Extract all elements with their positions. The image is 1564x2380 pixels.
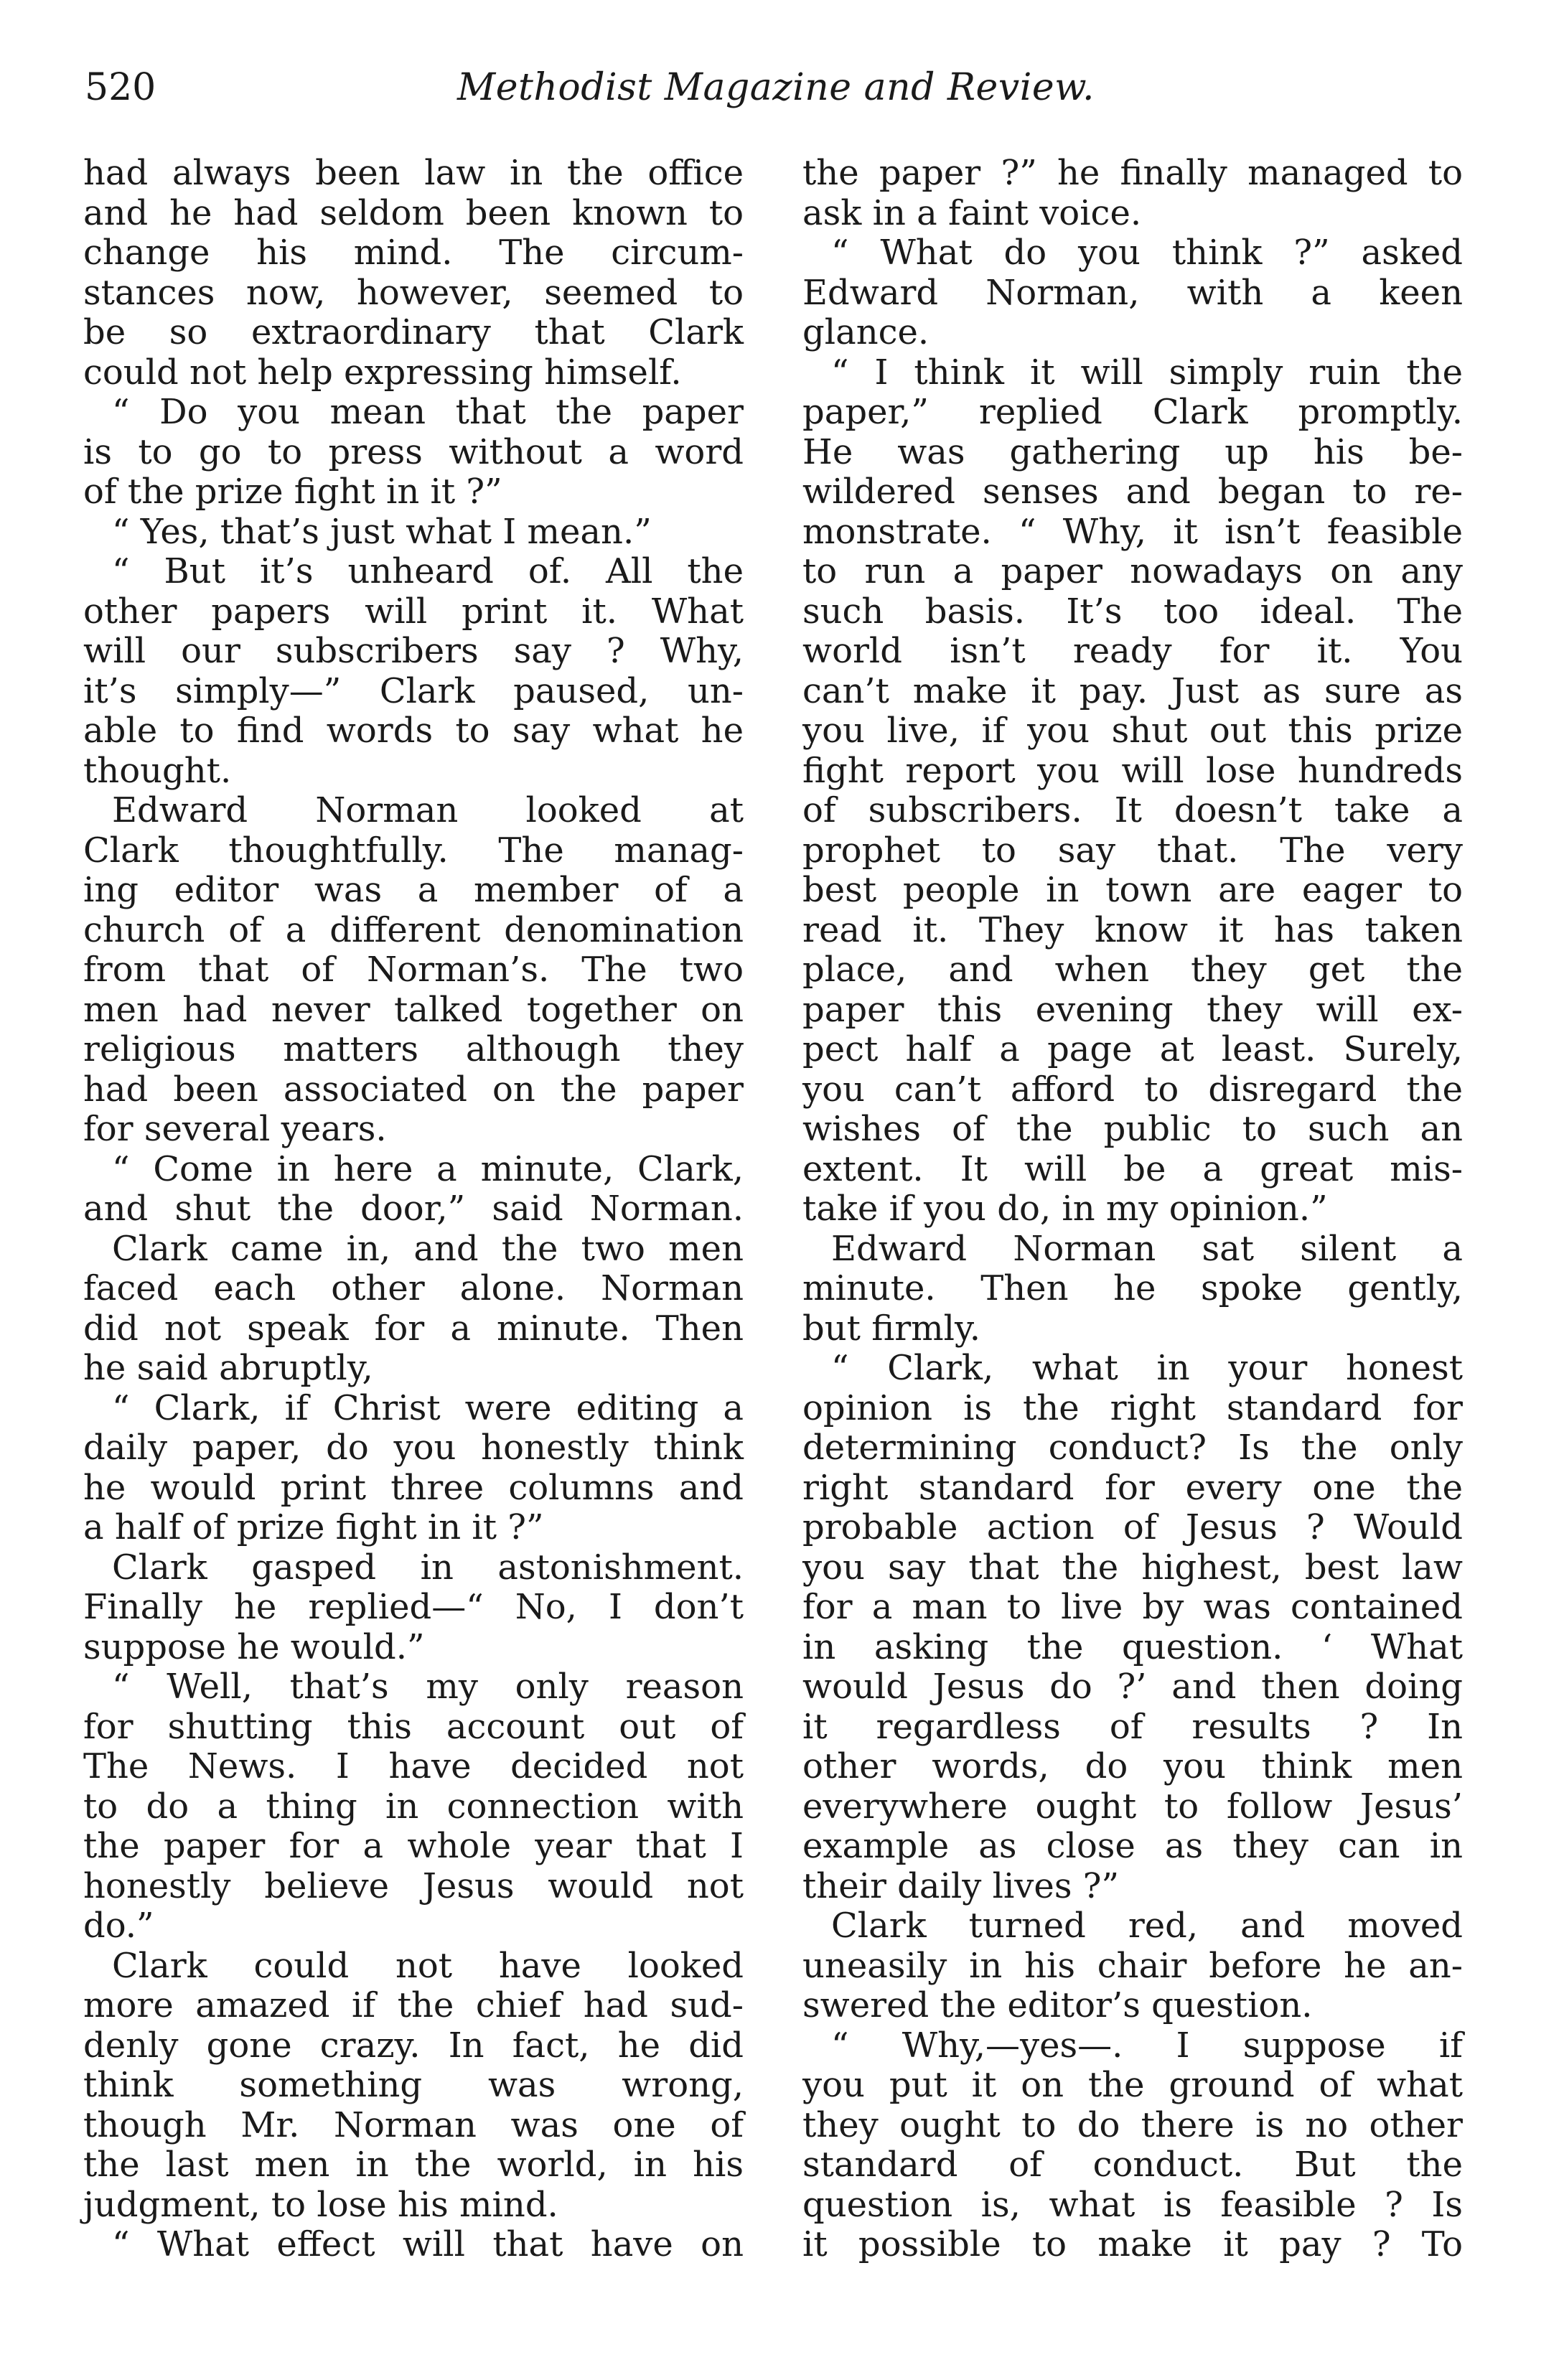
text-line: able to find words to say what he [83, 711, 744, 751]
text-line: example as close as they can in [802, 1826, 1463, 1866]
running-head [85, 59, 1467, 116]
text-line: glance. [802, 312, 929, 352]
text-line: will our subscribers say ? Why, [83, 631, 744, 671]
journal-title: Methodist Magazine and Review. [457, 66, 1095, 109]
text-line: he would print three columns and [83, 1467, 744, 1508]
left-column [83, 154, 744, 2265]
text-line: Clark came in, and the two men [112, 1228, 744, 1269]
text-line: a half of prize fight in it ?” [83, 1507, 544, 1547]
text-line: “ Clark, if Christ were editing a [112, 1387, 744, 1428]
text-line: Finally he replied—“ No, I don’t [83, 1587, 744, 1627]
text-line: it regardless of results ? In [802, 1706, 1463, 1747]
text-line: determining conduct? Is the only [802, 1428, 1463, 1468]
text-line: world isn’t ready for it. You [802, 631, 1463, 671]
text-line: think something was wrong, [83, 2065, 744, 2105]
text-line: “ Come in here a minute, Clark, [112, 1148, 744, 1189]
text-line: “ Do you mean that the paper [112, 392, 744, 432]
text-line: to do a thing in connection with [83, 1786, 744, 1827]
text-line: “ Yes, that’s just what I mean.” [112, 511, 652, 552]
text-line: you live, if you shut out this prize [802, 711, 1463, 751]
text-line: Edward Norman, with a keen [802, 272, 1463, 313]
text-line: extent. It will be a great mis- [802, 1148, 1463, 1189]
text-line: paper this evening they will ex- [802, 989, 1463, 1030]
text-line: other papers will print it. What [83, 591, 744, 632]
text-line: He was gathering up his be- [802, 431, 1463, 472]
text-line: for shutting this account out of [83, 1706, 744, 1747]
text-line: place, and when they get the [802, 950, 1463, 990]
text-line: and he had seldom been known to [83, 192, 744, 233]
text-line: did not speak for a minute. Then [83, 1308, 744, 1349]
text-line: be so extraordinary that Clark [83, 312, 744, 352]
text-line: their daily lives ?” [802, 1865, 1119, 1906]
text-line: had been associated on the paper [83, 1069, 744, 1110]
text-line: do.” [83, 1906, 154, 1946]
text-line: denly gone crazy. In fact, he did [83, 2025, 744, 2066]
text-line: the paper ?” he finally managed to [802, 153, 1463, 193]
text-line: of the prize fight in it ?” [83, 472, 502, 512]
text-line: can’t make it pay. Just as sure as [802, 670, 1463, 711]
right-column [802, 154, 1463, 2265]
text-line: read it. They know it has taken [802, 909, 1463, 950]
text-line: daily paper, do you honestly think [83, 1428, 744, 1468]
text-line: best people in town are eager to [802, 870, 1463, 910]
text-line: other words, do you think men [802, 1746, 1463, 1786]
text-line: it possible to make it pay ? To [802, 2224, 1463, 2264]
text-line: stances now, however, seemed to [83, 272, 744, 313]
text-line: suppose he would.” [83, 1626, 425, 1667]
text-line: wishes of the public to such an [802, 1109, 1463, 1149]
text-line: standard of conduct. But the [802, 2145, 1463, 2185]
text-line: The News. I have decided not [83, 1746, 744, 1786]
text-line: prophet to say that. The very [802, 830, 1463, 871]
text-line: “ Clark, what in your honest [831, 1348, 1463, 1388]
text-line: everywhere ought to follow Jesus’ [802, 1786, 1463, 1827]
text-line: “ Why,—yes—. I suppose if [831, 2025, 1463, 2066]
text-line: of subscribers. It doesn’t take a [802, 790, 1463, 830]
text-line: monstrate. “ Why, it isn’t feasible [802, 511, 1463, 552]
text-line: from that of Norman’s. The two [83, 950, 744, 990]
text-line: Clark turned red, and moved [831, 1906, 1463, 1946]
text-line: more amazed if the chief had sud- [83, 1985, 744, 2025]
text-line: but firmly. [802, 1308, 981, 1349]
text-line: is to go to press without a word [83, 431, 744, 472]
text-line: opinion is the right standard for [802, 1387, 1463, 1428]
text-line: such basis. It’s too ideal. The [802, 591, 1463, 632]
text-line: swered the editor’s question. [802, 1985, 1313, 2025]
text-line: question is, what is feasible ? Is [802, 2184, 1463, 2225]
text-line: fight report you will lose hundreds [802, 750, 1463, 791]
text-line: Edward Norman sat silent a [831, 1228, 1463, 1269]
text-line: you say that the highest, best law [802, 1547, 1463, 1588]
text-line: take if you do, in my opinion.” [802, 1189, 1328, 1229]
text-line: Edward Norman looked at [112, 790, 744, 830]
text-line: to run a paper nowadays on any [802, 551, 1463, 591]
text-line: though Mr. Norman was one of [83, 2104, 744, 2145]
text-line: honestly believe Jesus would not [83, 1865, 744, 1906]
text-line: uneasily in his chair before he an- [802, 1945, 1463, 1986]
text-line: church of a different denomination [83, 909, 744, 950]
text-line: the paper for a whole year that I [83, 1826, 744, 1866]
text-line: he said abruptly, [83, 1348, 373, 1388]
text-line: paper,” replied Clark promptly. [802, 392, 1463, 432]
text-line: you can’t afford to disregard the [802, 1069, 1463, 1110]
text-line: had always been law in the office [83, 153, 744, 193]
text-line: faced each other alone. Norman [83, 1268, 744, 1308]
text-line: would Jesus do ?’ and then doing [802, 1667, 1463, 1707]
text-line: the last men in the world, in his [83, 2145, 744, 2185]
text-line: “ But it’s unheard of. All the [112, 551, 744, 591]
text-line: “ What do you think ?” asked [831, 233, 1463, 273]
text-line: minute. Then he spoke gently, [802, 1268, 1463, 1308]
text-line: you put it on the ground of what [802, 2065, 1463, 2105]
text-line: judgment, to lose his mind. [83, 2184, 558, 2225]
text-line: Clark could not have looked [112, 1945, 744, 1986]
text-line: for several years. [83, 1109, 387, 1149]
text-line: “ I think it will simply ruin the [831, 352, 1463, 393]
text-line: men had never talked together on [83, 989, 744, 1030]
text-line: and shut the door,” said Norman. [83, 1189, 744, 1229]
text-line: thought. [83, 750, 232, 791]
text-line: religious matters although they [83, 1029, 744, 1069]
text-line: pect half a page at least. Surely, [802, 1029, 1463, 1069]
text-line: they ought to do there is no other [802, 2104, 1463, 2145]
text-line: probable action of Jesus ? Would [802, 1507, 1463, 1547]
text-line: could not help expressing himself. [83, 352, 682, 393]
text-line: wildered senses and began to re- [802, 472, 1463, 512]
text-line: Clark gasped in astonishment. [112, 1547, 744, 1588]
text-line: in asking the question. ‘ What [802, 1626, 1463, 1667]
text-line: “ What effect will that have on [112, 2224, 744, 2264]
text-line: ing editor was a member of a [83, 870, 744, 910]
page-number: 520 [85, 66, 156, 109]
text-line: it’s simply—” Clark paused, un- [83, 670, 744, 711]
text-line: right standard for every one the [802, 1467, 1463, 1508]
text-line: “ Well, that’s my only reason [112, 1667, 744, 1707]
text-line: for a man to live by was contained [802, 1587, 1463, 1627]
text-line: Clark thoughtfully. The manag- [83, 830, 744, 871]
text-line: ask in a faint voice. [802, 192, 1142, 233]
text-line: change his mind. The circum- [83, 233, 744, 273]
